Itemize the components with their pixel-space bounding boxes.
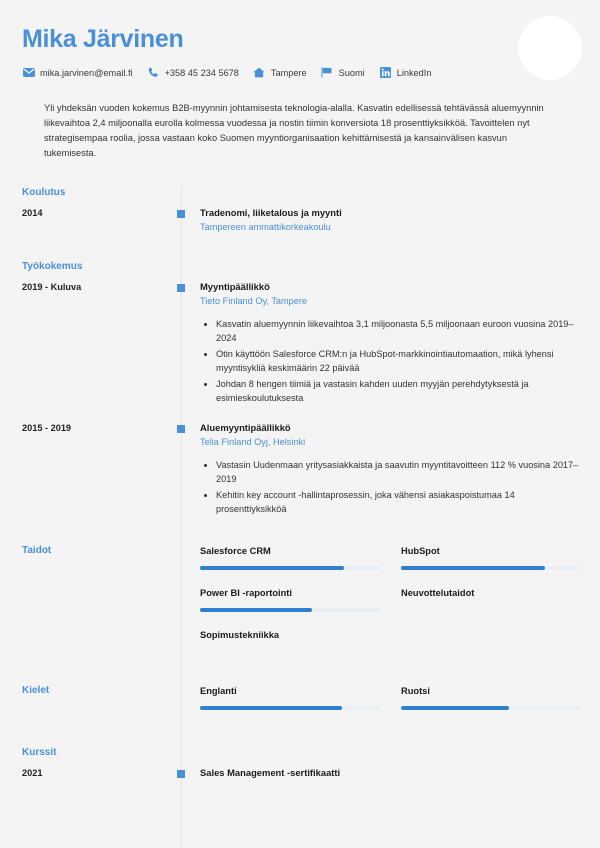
languages-grid: [200, 685, 582, 727]
skill-progress-track: [200, 608, 380, 612]
language-label: Englanti: [200, 685, 237, 696]
resume-header: [0, 0, 600, 161]
education-period: 2014: [22, 207, 43, 218]
skill-item: [200, 545, 381, 575]
linkedin-icon: [379, 67, 392, 79]
skill-progress-track: [200, 650, 380, 654]
experience-period: 2019 - Kuluva: [22, 281, 82, 292]
contact-phone-label: +358 45 234 5678: [164, 67, 239, 78]
skill-progress-fill: [200, 566, 344, 570]
timeline-marker-icon: [177, 770, 185, 778]
timeline-marker-icon: [177, 425, 185, 433]
skill-progress-fill: [200, 608, 312, 612]
skill-progress-track: [200, 566, 380, 570]
section-languages: [0, 685, 600, 727]
skill-progress-track: [401, 608, 581, 612]
language-item: [401, 685, 582, 715]
page-title: Mika Järvinen: [22, 25, 184, 53]
course-entry: [0, 767, 600, 780]
contact-city-label: Tampere: [270, 67, 307, 78]
section-heading-courses: Kurssit: [22, 746, 57, 758]
experience-period: 2015 - 2019: [22, 422, 72, 433]
skill-label: Salesforce CRM: [200, 545, 271, 556]
experience-company: Tieto Finland Oy, Tampere: [200, 296, 308, 307]
timeline-marker-icon: [177, 210, 185, 218]
section-heading-education: Koulutus: [22, 186, 66, 198]
language-label: Ruotsi: [401, 685, 430, 696]
contact-email-label: mika.jarvinen@email.fi: [40, 67, 133, 78]
contact-country: [321, 67, 365, 79]
contact-city: [253, 67, 307, 79]
experience-bullets: [200, 459, 582, 517]
section-courses: [0, 747, 600, 780]
course-period: 2021: [22, 767, 43, 778]
contact-email[interactable]: [22, 67, 133, 79]
list-item: Vastasin Uudenmaan yritysasiakkaista ja saavutin myyntitavoitteen 112 % vuosina 2017–2019: [200, 459, 582, 487]
list-item: Otin käyttöön Salesforce CRM:n ja HubSpot-markkinointiautomaation, mikä lyhensi myyntisykliä keskimäärin 22 päivää: [200, 348, 582, 376]
language-progress-fill: [200, 706, 342, 710]
list-item: Kehitin key account -hallintaprosessin, joka vähensi asiakaspoistumaa 14 prosenttiyksikköä: [200, 489, 582, 517]
skill-label: Sopimustekniikka: [200, 629, 280, 640]
section-heading-skills: Taidot: [22, 544, 52, 556]
timeline-marker-icon: [177, 284, 185, 292]
section-education: [0, 187, 600, 235]
experience-role: Myyntipäällikkö: [200, 280, 270, 292]
education-entry: [0, 207, 600, 235]
section-heading-languages: Kielet: [22, 684, 50, 696]
language-progress-fill: [401, 706, 509, 710]
list-item: Johdan 8 hengen tiimiä ja vastasin kahden uuden myyjän perehdytyksestä ja esimieskoulutuksesta: [200, 378, 582, 406]
contact-row: [22, 67, 578, 79]
phone-icon: [147, 67, 160, 79]
skill-label: HubSpot: [401, 545, 440, 556]
contact-country-label: Suomi: [338, 67, 365, 78]
contact-linkedin[interactable]: [379, 67, 432, 79]
flag-icon: [321, 67, 334, 79]
profile-summary: Yli yhdeksän vuoden kokemus B2B-myynnin johtamisesta teknologia-alalla. Kasvatin edellisessä tehtävässä aluemyynnin liikevaihtoa 2,4 miljoonalla eurolla kolmessa vuodessa ja nostin tiimin konversiota 18 prosenttiyksikköä. Tavoittelen nyt strategisempaa roolia, jossa vastaan koko Suomen myyntiorganisaation kehittämisestä ja kansainvälisen kasvun tukemisesta.: [44, 102, 544, 158]
skill-item: [401, 587, 582, 617]
experience-role: Aluemyyntipäällikkö: [200, 421, 291, 433]
skills-grid: [200, 545, 582, 671]
contact-phone[interactable]: [147, 67, 239, 79]
experience-entry: [0, 422, 600, 519]
skill-item: [200, 629, 381, 659]
skill-label: Neuvottelutaidot: [401, 587, 475, 598]
language-progress-track: [200, 706, 380, 710]
experience-entry: [0, 281, 600, 408]
list-item: Kasvatin aluemyynnin liikevaihtoa 3,1 miljoonasta 5,5 miljoonaan euroon vuosina 2019–2024: [200, 318, 582, 346]
course-title: Sales Management -sertifikaatti: [200, 766, 341, 778]
avatar: [518, 16, 582, 80]
experience-company: Telia Finland Oyj, Helsinki: [200, 437, 306, 448]
language-progress-track: [401, 706, 581, 710]
language-item: [200, 685, 381, 715]
envelope-icon: [22, 67, 35, 79]
resume-body: [0, 187, 600, 810]
skill-item: [200, 587, 381, 617]
section-heading-experience: Työkokemus: [22, 260, 83, 272]
skill-item: [401, 545, 582, 575]
skill-progress-fill: [401, 566, 545, 570]
skill-label: Power BI -raportointi: [200, 587, 292, 598]
house-icon: [253, 67, 266, 79]
education-institution: Tampereen ammattikorkeakoulu: [200, 222, 331, 233]
education-degree: Tradenomi, liiketalous ja myynti: [200, 206, 342, 218]
skill-progress-track: [401, 566, 581, 570]
section-skills: [0, 545, 600, 671]
experience-bullets: [200, 318, 582, 406]
section-experience: [0, 261, 600, 519]
contact-linkedin-label: LinkedIn: [396, 67, 432, 78]
